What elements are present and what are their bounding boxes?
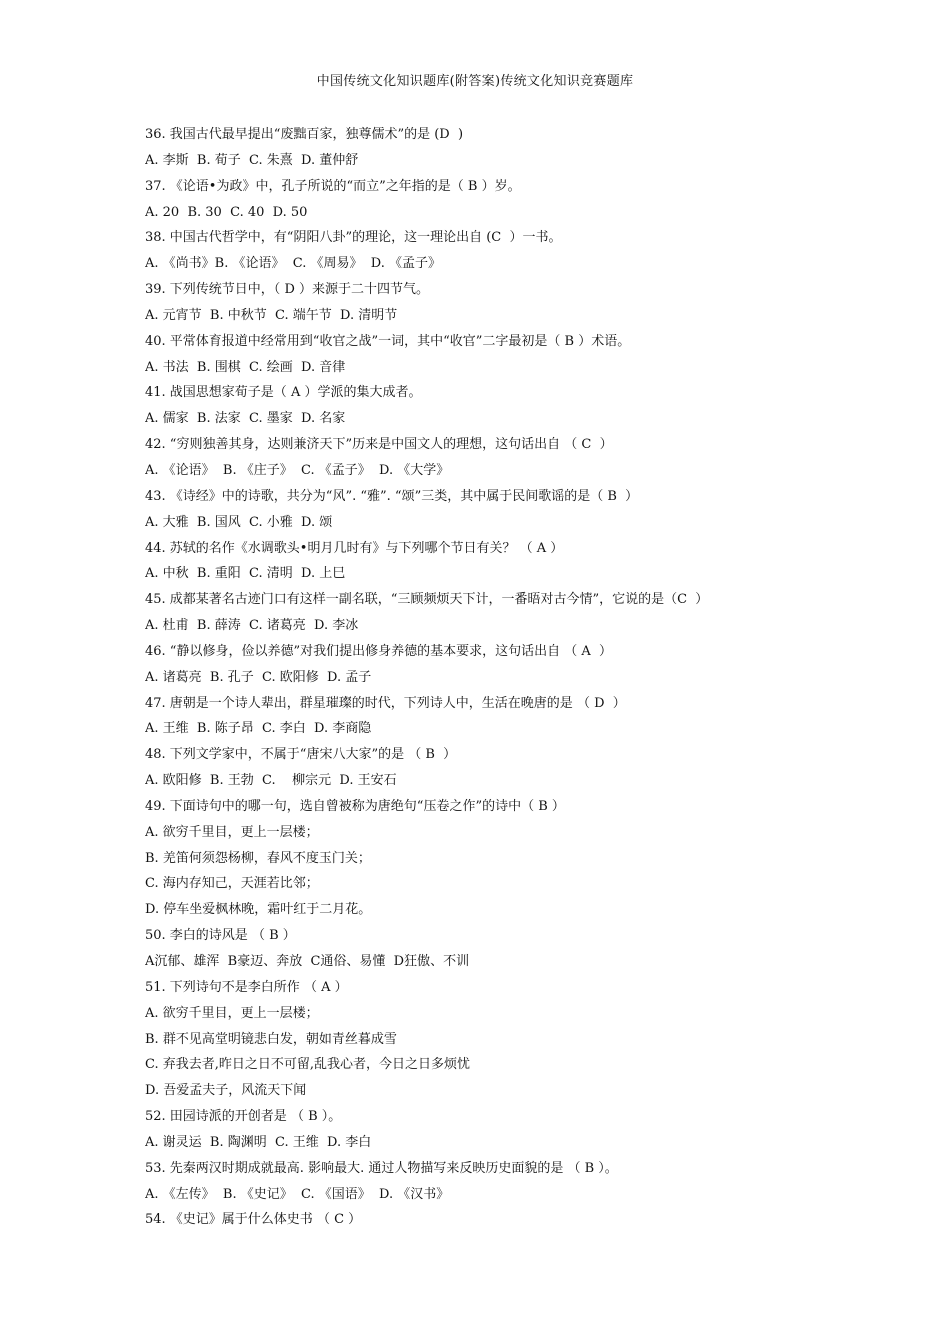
question-48: 48. 下列文学家中，不属于“唐宋八大家”的是 （ B ） (145, 747, 457, 763)
option-49-d: D. 停车坐爱枫林晚，霜叶红于二月花。 (145, 902, 372, 918)
options-39: A. 元宵节 B. 中秋节 C. 端午节 D. 清明节 (145, 307, 398, 323)
question-39: 39. 下列传统节日中，（ D ）来源于二十四节气。 (145, 282, 429, 298)
options-45: A. 杜甫 B. 薛涛 C. 诸葛亮 D. 李冰 (145, 618, 359, 634)
question-43: 43. 《诗经》中的诗歌，共分为“风”. “雅”. “颂”三类，其中属于民间歌谣的是（ B ） (145, 488, 639, 504)
option-49-a: A. 欲穷千里目，更上一层楼； (145, 824, 319, 840)
options-52: A. 谢灵运 B. 陶渊明 C. 王维 D. 李白 (145, 1134, 372, 1150)
options-36: A. 李斯 B. 荀子 C. 朱熹 D. 董仲舒 (145, 152, 359, 168)
question-51: 51. 下列诗句不是李白所作 （ A ） (145, 979, 348, 995)
options-43: A. 大雅 B. 国风 C. 小雅 D. 颂 (145, 514, 333, 530)
options-40: A. 书法 B. 围棋 C. 绘画 D. 音律 (145, 359, 346, 375)
options-41: A. 儒家 B. 法家 C. 墨家 D. 名家 (145, 411, 346, 427)
option-49-b: B. 羌笛何须怨杨柳，春风不度玉门关； (145, 850, 371, 866)
options-38: A. 《尚书》B. 《论语》 C. 《周易》 D. 《孟子》 (145, 256, 441, 272)
question-list (145, 122, 885, 1233)
question-52: 52. 田园诗派的开创者是 （ B ）。 (145, 1109, 342, 1125)
question-49: 49. 下面诗句中的哪一句，选自曾被称为唐绝句“压卷之作”的诗中（ B ） (145, 798, 565, 814)
option-51-d: D. 吾爱孟夫子，风流天下闻 (145, 1083, 307, 1099)
question-53: 53. 先秦两汉时期成就最高. 影响最大. 通过人物描写来反映历史面貌的是 （ B ）。 (145, 1160, 618, 1176)
page-title: 中国传统文化知识题库(附答案)传统文化知识竞赛题库 (316, 74, 634, 89)
question-46: 46. “静以修身，俭以养德”对我们提出修身养德的基本要求，这句话出自 （ A ） (145, 643, 613, 659)
options-46: A. 诸葛亮 B. 孔子 C. 欧阳修 D. 孟子 (145, 669, 372, 685)
question-50: 50. 李白的诗风是 （ B ） (145, 928, 296, 944)
option-51-a: A. 欲穷千里目，更上一层楼； (145, 1005, 319, 1021)
question-45: 45. 成都某著名古迹门口有这样一副名联，“三顾频烦天下计，一番晤对古今情”，它说的是（C ） (145, 592, 709, 608)
question-42: 42. “穷则独善其身，达则兼济天下”历来是中国文人的理想，这句话出自 （ C ） (145, 437, 613, 453)
options-47: A. 王维 B. 陈子昂 C. 李白 D. 李商隐 (145, 721, 372, 737)
question-54: 54. 《史记》属于什么体史书 （ C ） (145, 1212, 362, 1228)
question-40: 40. 平常体育报道中经常用到“收官之战”一词，其中“收官”二字最初是（ B ）术语。 (145, 333, 631, 349)
question-47: 47. 唐朝是一个诗人辈出，群星璀璨的时代，下列诗人中，生活在晚唐的是 （ D ） (145, 695, 626, 711)
options-48: A. 欧阳修 B. 王勃 C. 柳宗元 D. 王安石 (145, 773, 397, 789)
question-37: 37. 《论语•为政》中，孔子所说的“而立”之年指的是（ B ）岁。 (145, 178, 521, 194)
options-53: A. 《左传》 B. 《史记》 C. 《国语》 D. 《汉书》 (145, 1186, 450, 1202)
option-51-c: C. 弃我去者,昨日之日不可留,乱我心者，今日之日多烦忧 (145, 1057, 471, 1073)
question-38: 38. 中国古代哲学中，有“阴阳八卦”的理论，这一理论出自 (C ）一书。 (145, 230, 562, 246)
question-41: 41. 战国思想家荀子是（ A ）学派的集大成者。 (145, 385, 422, 401)
question-36: 36. 我国古代最早提出“废黜百家，独尊儒术”的是 (D ) (145, 127, 464, 142)
options-44: A. 中秋 B. 重阳 C. 清明 D. 上巳 (145, 566, 346, 582)
options-37: A. 20 B. 30 C. 40 D. 50 (145, 204, 308, 220)
question-44: 44. 苏轼的名作《水调歌头•明月几时有》与下列哪个节日有关？ （ A ） (145, 540, 564, 556)
option-49-c: C. 海内存知己，天涯若比邻； (145, 876, 319, 892)
options-42: A. 《论语》 B. 《庄子》 C. 《孟子》 D. 《大学》 (145, 462, 450, 478)
option-51-b: B. 群不见高堂明镜悲白发，朝如青丝暮成雪 (145, 1031, 397, 1047)
options-50: A沉郁、雄浑 B豪迈、奔放 C通俗、易懂 D狂傲、不训 (145, 954, 470, 969)
